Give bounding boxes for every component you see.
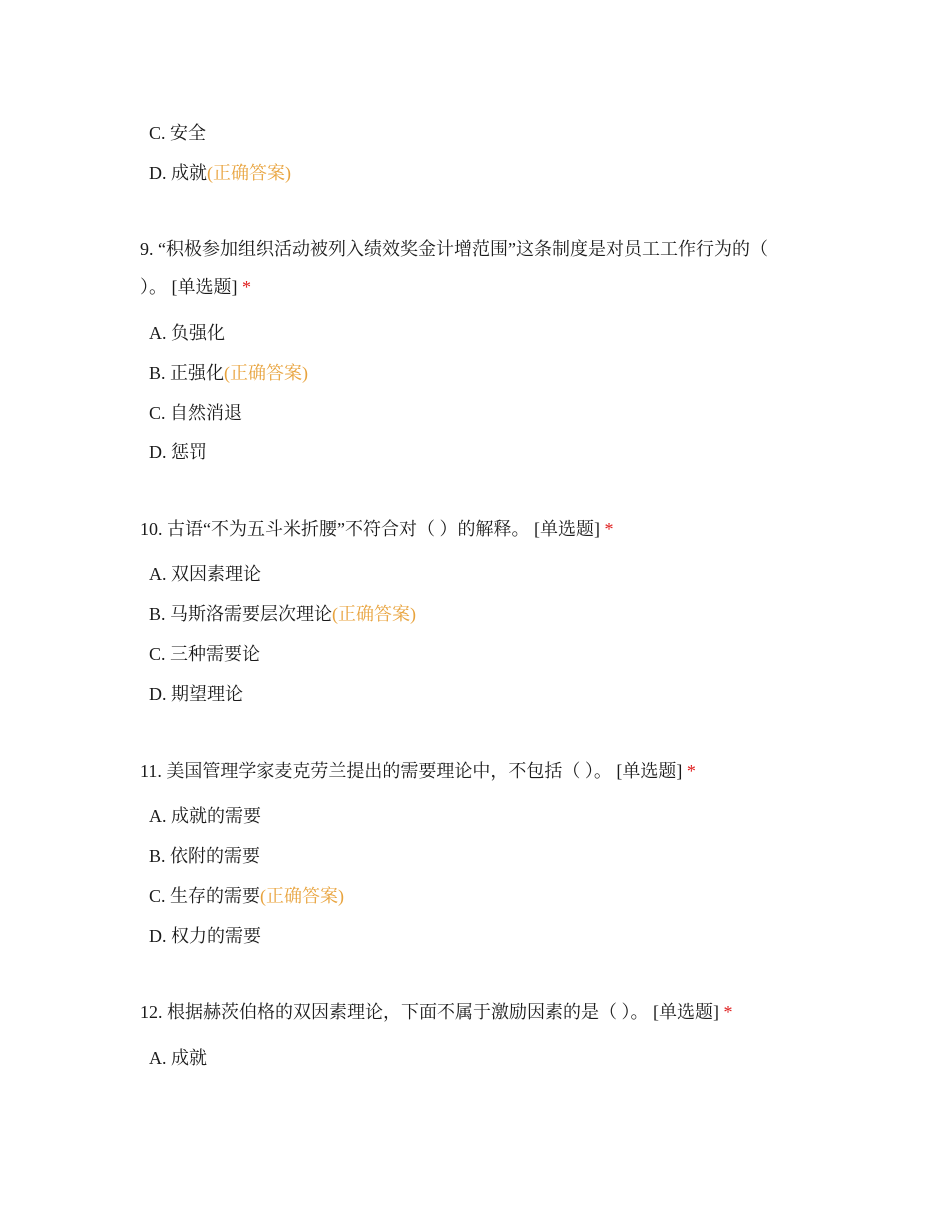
- q11-option-c: [149, 884, 344, 908]
- option-text: A. 成就的需要: [149, 806, 261, 826]
- required-asterisk: *: [686, 761, 696, 781]
- required-asterisk: *: [242, 277, 251, 297]
- question-type-tag: [单选题]: [171, 277, 238, 297]
- q9-option-d: [149, 440, 207, 464]
- q8-option-c: [149, 121, 206, 145]
- question-type-tag: [单选题]: [616, 761, 683, 781]
- option-text: D. 惩罚: [149, 442, 207, 462]
- option-text: C. 安全: [149, 123, 207, 143]
- q12-title: [140, 1000, 733, 1024]
- question-text: 12. 根据赫茨伯格的双因素理论，下面不属于激励因素的是（ ）。: [140, 1002, 649, 1022]
- q11-title: [140, 759, 696, 783]
- question-text: 11. 美国管理学家麦克劳兰提出的需要理论中，不包括（ ）。: [140, 761, 612, 781]
- option-text: D. 期望理论: [149, 684, 243, 704]
- q11-option-b: [149, 844, 260, 868]
- q10-option-b: [149, 602, 416, 626]
- option-text: C. 三种需要论: [149, 644, 261, 664]
- q9-option-c: [149, 401, 242, 425]
- q10-option-c: [149, 642, 260, 666]
- q8-option-d: [149, 161, 291, 185]
- correct-answer-mark: (正确答案): [260, 886, 345, 906]
- option-text: D. 权力的需要: [149, 926, 261, 946]
- question-text: 10. 古语“不为五斗米折腰”不符合对（ ）的解释。: [140, 519, 530, 539]
- q9-option-a: [149, 321, 225, 345]
- option-text: B. 正强化: [149, 363, 225, 383]
- q12-option-a: [149, 1046, 207, 1070]
- required-asterisk: *: [723, 1002, 733, 1022]
- q10-title: [140, 517, 613, 541]
- question-text: ）。: [140, 277, 167, 297]
- q9-title-line2: [140, 275, 251, 299]
- required-asterisk: *: [604, 519, 614, 539]
- q9-option-b: [149, 361, 308, 385]
- q11-option-d: [149, 924, 261, 948]
- question-type-tag: [单选题]: [533, 519, 600, 539]
- option-text: A. 负强化: [149, 323, 225, 343]
- option-text: B. 依附的需要: [149, 846, 261, 866]
- question-type-tag: [单选题]: [653, 1002, 719, 1022]
- question-text: 9. “积极参加组织活动被列入绩效奖金计增范围”这条制度是对员工工作行为的（: [140, 239, 768, 259]
- option-text: B. 马斯洛需要层次理论: [149, 604, 333, 624]
- option-text: A. 双因素理论: [149, 564, 261, 584]
- correct-answer-mark: (正确答案): [224, 363, 309, 383]
- correct-answer-mark: (正确答案): [332, 604, 417, 624]
- q9-title-line1: [140, 237, 768, 261]
- q10-option-a: [149, 562, 261, 586]
- option-text: C. 生存的需要: [149, 886, 261, 906]
- correct-answer-mark: (正确答案): [207, 163, 291, 183]
- q11-option-a: [149, 804, 261, 828]
- option-text: A. 成就: [149, 1048, 207, 1068]
- option-text: D. 成就: [149, 163, 207, 183]
- option-text: C. 自然消退: [149, 403, 243, 423]
- q10-option-d: [149, 682, 243, 706]
